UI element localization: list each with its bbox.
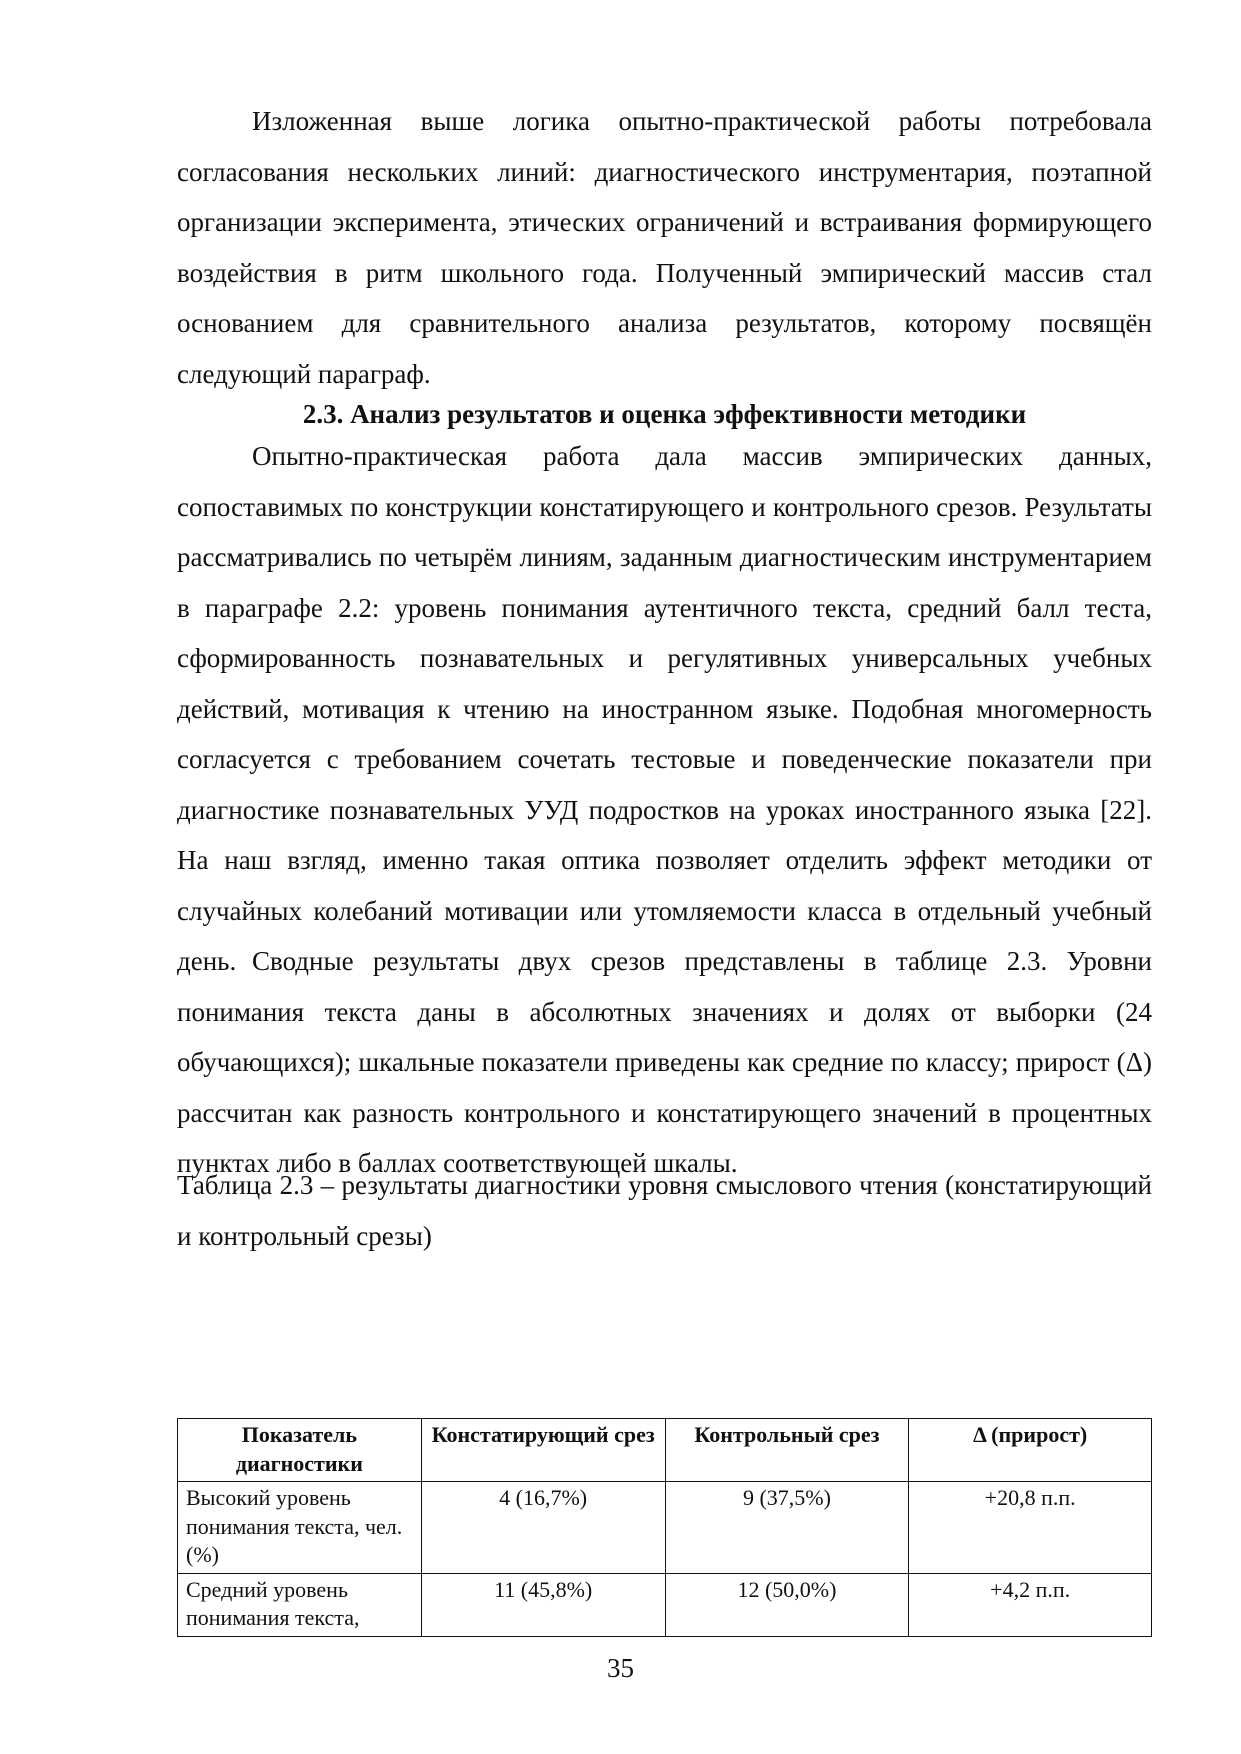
- table-header-row: [178, 1419, 1152, 1482]
- row-indicator: Средний уровень понимания текста,: [178, 1573, 422, 1636]
- row-indicator: Высокий уровень понимания текста, чел. (%): [178, 1482, 422, 1574]
- table-caption: Таблица 2.3 – результаты диагностики уровня смыслового чтения (констатирующий и контрольный срезы): [177, 1170, 1152, 1251]
- results-table: [177, 1418, 1152, 1637]
- row-delta-value: +4,2 п.п.: [909, 1573, 1152, 1636]
- table-row: [178, 1573, 1152, 1636]
- table-row: [178, 1482, 1152, 1574]
- page-number: 35: [607, 1653, 634, 1683]
- row-delta-value: +20,8 п.п.: [909, 1482, 1152, 1574]
- paragraph-summary: Сводные результаты двух срезов представлены в таблице 2.3. Уровни понимания текста даны в абсолютных значениях и долях от выборки (24 обучающихся); шкальные показатели приведены как средние по классу; прирост (Δ) рассчитан как разность контрольного и констатирующего значений в процентных пунктах либо в баллах соответствующей шкалы.: [177, 946, 1152, 1178]
- header-delta: Δ (прирост): [909, 1419, 1152, 1482]
- row-initial-value: 11 (45,8%): [421, 1573, 665, 1636]
- paragraph-intro: Изложенная выше логика опытно-практической работы потребовала согласования нескольких линий: диагностического инструментария, поэтапной организации эксперимента, этических ограничений и встраивания формирующего воздействия в ритм школьного года. Полученный эмпирический массив стал основанием для сравнительного анализа результатов, которому посвящён следующий параграф.: [177, 106, 1152, 389]
- header-control-slice: Контрольный срез: [665, 1419, 909, 1482]
- paragraph-results-overview: Опытно-практическая работа дала массив эмпирических данных, сопоставимых по конструкции констатирующего и контрольного срезов. Результаты рассматривались по четырём линиям, заданным диагностическим инструментарием в параграфе 2.2: уровень понимания аутентичного текста, средний балл теста, сформированность познавательных и регулятивных универсальных учебных действий, мотивация к чтению на иностранном языке. Подобная многомерность согласуется с требованием сочетать тестовые и поведенческие показатели при диагностике познавательных УУД подростков на уроках иностранного языка [22]. На наш взгляд, именно такая оптика позволяет отделить эффект методики от случайных колебаний мотивации или утомляемости класса в отдельный учебный день.: [177, 441, 1152, 976]
- row-control-value: 12 (50,0%): [665, 1573, 909, 1636]
- row-control-value: 9 (37,5%): [665, 1482, 909, 1574]
- section-heading: 2.3. Анализ результатов и оценка эффективности методики: [302, 399, 1027, 429]
- row-initial-value: 4 (16,7%): [421, 1482, 665, 1574]
- header-initial-slice: Констатирующий срез: [421, 1419, 665, 1482]
- header-indicator: Показатель диагностики: [178, 1419, 422, 1482]
